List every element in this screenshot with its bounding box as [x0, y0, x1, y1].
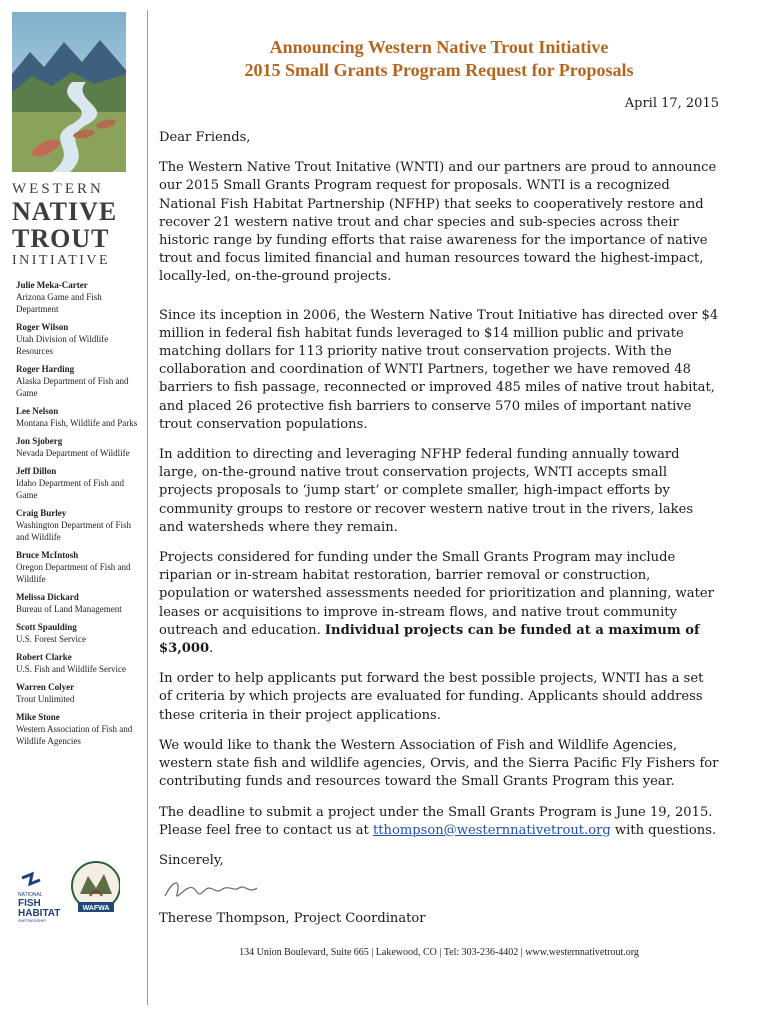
member-name: Roger Wilson	[16, 322, 69, 332]
board-member	[16, 363, 138, 399]
member-org: U.S. Forest Service	[16, 634, 86, 644]
nfhp-line-4: PARTNERSHIP	[18, 918, 47, 923]
member-org: Oregon Department of Fish and Wildlife	[16, 562, 131, 584]
footer-contact: 134 Union Boulevard, Suite 665 | Lakewood, CO | Tel: 303-236-4402 | www.westernnativetrout.org	[239, 947, 639, 958]
nfhp-line-3: HABITAT	[18, 908, 61, 919]
member-name: Roger Harding	[16, 364, 75, 374]
paragraph-criteria: In order to help applicants put forward the best possible projects, WNTI has a set of criteria by which projects are evaluated for funding. Applicants should address these criteria in their project applications.	[159, 671, 704, 723]
member-org: Nevada Department of Wildlife	[16, 448, 130, 458]
deadline-text-end: with questions.	[614, 822, 717, 838]
wafwa-wordmark: WAFWA	[82, 905, 110, 912]
member-name: Warren Colyer	[16, 682, 75, 692]
board-member	[16, 621, 138, 645]
logo-line-initiative: INITIATIVE	[12, 253, 111, 268]
board-member	[16, 279, 138, 315]
paragraph-deadline	[159, 804, 719, 840]
paragraph-small-projects: In addition to directing and leveraging NFHP federal funding annually toward large, on-the-ground native trout conservation projects, WNTI accepts small projects proposals to ‘jump start’ or complete smaller, high-impact efforts by community groups to restore or recover western native trout in the rivers, lakes and watersheds where they remain.	[159, 447, 694, 535]
member-name: Melissa Dickard	[16, 592, 79, 602]
wnti-logo-wordmark	[12, 180, 132, 270]
member-org: Alaska Department of Fish and Game	[16, 376, 129, 398]
title-line-1: Announcing Western Native Trout Initiative	[269, 37, 609, 57]
member-name: Bruce McIntosh	[16, 550, 79, 560]
board-member	[16, 405, 138, 429]
board-member	[16, 681, 138, 705]
member-name: Robert Clarke	[16, 652, 72, 662]
member-name: Craig Burley	[16, 508, 67, 518]
nfhp-logo	[18, 874, 60, 923]
member-org: Montana Fish, Wildlife and Parks	[16, 418, 138, 428]
board-member	[16, 507, 138, 543]
letter-body	[159, 36, 719, 928]
board-member	[16, 549, 138, 585]
signer-name: Therese Thompson, Project Coordinator	[159, 911, 426, 927]
eligible-projects-text: Projects considered for funding under the Small Grants Program may include riparian or in-stream habitat restoration, barrier removal or construction, population or watershed assessments needed for prioritization and planning, water leases or acquisitions to improve in-stream flows, and native trout community outreach and education.	[159, 550, 714, 638]
letter-date: April 17, 2015	[624, 96, 719, 111]
greeting: Dear Friends,	[159, 130, 251, 145]
paragraph-history: Since its inception in 2006, the Western Native Trout Initiative has directed over $4 million in federal fish habitat funds leveraged to $14 million public and private matching dollars for 113 priority native trout conservation projects. With the collaboration and coordination of WNTI Partners, together we have removed 48 barriers to fish passage, reconnected or improved 485 miles of native trout habitat, and placed 26 protective fish barriers to conserve 570 miles of important native trout conservation populations.	[159, 307, 719, 432]
member-name: Lee Nelson	[16, 406, 59, 416]
board-member	[16, 321, 138, 357]
board-member	[16, 591, 138, 615]
letter-title	[159, 36, 719, 82]
member-org: Idaho Department of Fish and Game	[16, 478, 124, 500]
member-org: Arizona Game and Fish Department	[16, 292, 102, 314]
nfhp-line-2: FISH	[18, 898, 41, 909]
steering-committee-list	[16, 279, 138, 753]
member-name: Jon Sjoberg	[16, 436, 63, 446]
member-org: Trout Unlimited	[16, 694, 75, 704]
board-member	[16, 465, 138, 501]
paragraph-eligible-projects: Projects considered for funding under the Small Grants Program may include riparian or in-stream habitat restoration, barrier removal or construction, population or watershed assessments needed for prioritization and planning, water leases or acquisitions to improve in-stream flows, and native trout community outreach and education. Individual projects can be funded at a maximum of $3,000.	[159, 550, 714, 657]
member-org: Utah Division of Wildlife Resources	[16, 334, 109, 356]
member-name: Scott Spaulding	[16, 622, 77, 632]
board-member	[16, 711, 138, 747]
member-name: Julie Meka-Carter	[16, 280, 88, 290]
member-name: Mike Stone	[16, 712, 60, 722]
member-name: Jeff Dillon	[16, 466, 57, 476]
nfhp-line-1: NATIONAL	[18, 892, 43, 898]
logo-line-trout: TROUT	[12, 224, 110, 253]
board-member	[16, 435, 138, 459]
deadline-text: The deadline to submit a project under the Small Grants Program is June 19, 2015. Please feel free to contact us at	[159, 804, 713, 838]
title-line-2: 2015 Small Grants Program Request for Proposals	[244, 60, 634, 80]
closing: Sincerely,	[159, 852, 224, 868]
contact-email-link[interactable]: tthompson@westernnativetrout.org	[372, 822, 611, 838]
member-org: U.S. Fish and Wildlife Service	[16, 664, 126, 674]
partner-logos	[16, 850, 120, 930]
member-org: Bureau of Land Management	[16, 604, 122, 614]
logo-line-native: NATIVE	[12, 197, 118, 226]
member-org: Washington Department of Fish and Wildlife	[16, 520, 132, 542]
wnti-logo-illustration	[12, 12, 126, 172]
sidebar-divider	[147, 10, 148, 1005]
wafwa-logo	[72, 862, 120, 912]
handwritten-signature	[159, 872, 279, 906]
logo-line-western: WESTERN	[12, 181, 104, 197]
paragraph-thanks: We would like to thank the Western Association of Fish and Wildlife Agencies, western state fish and wildlife agencies, Orvis, and the Sierra Pacific Fly Fishers for contributing funds and resources toward the Small Grants Program this year.	[159, 737, 719, 790]
paragraph-intro: The Western Native Trout Initative (WNTI) and our partners are proud to announce our 2015 Small Grants Program request for proposals. WNTI is a recognized National Fish Habitat Partnership (NFHP) that seeks to cooperatively restore and recover 21 western native trout and char species and sub-species across their historic range by funding efforts that raise awareness for the importance of native trout and focus limited financial and human resources toward the highest-impact, locally-led, on-the-ground projects.	[159, 160, 717, 285]
max-funding-notice: Individual projects can be funded at a maximum of $3,000	[159, 622, 700, 657]
board-member	[16, 651, 138, 675]
member-org: Western Association of Fish and Wildlife Agencies	[16, 724, 133, 746]
